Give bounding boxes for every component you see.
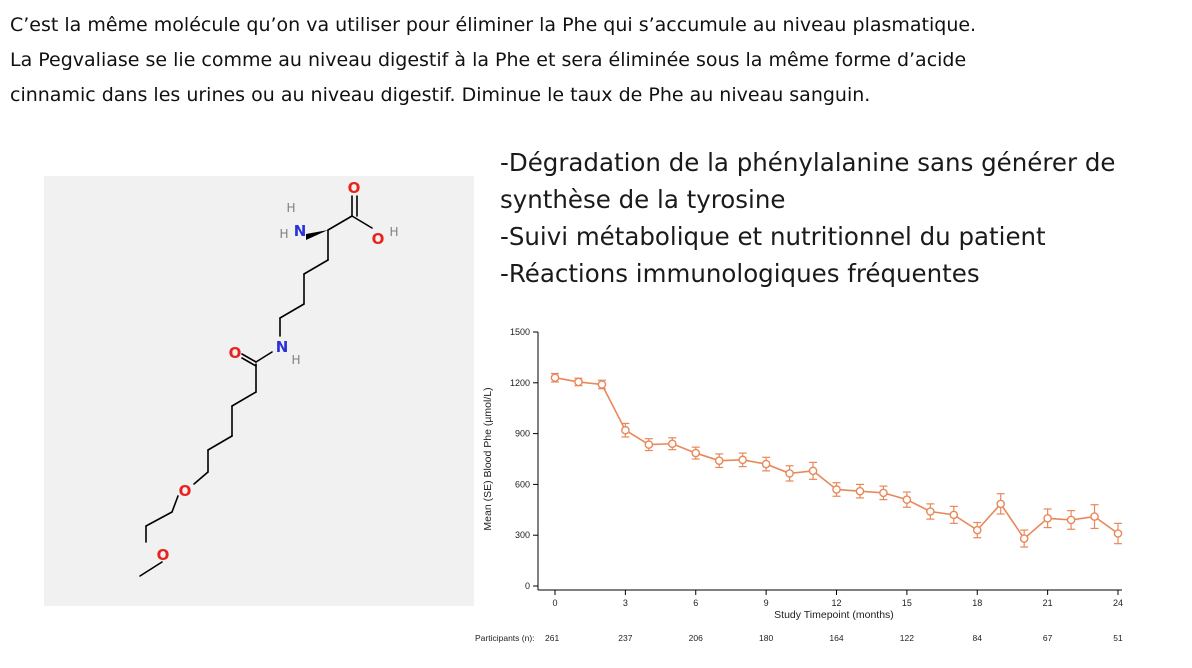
atom-o: O: [156, 546, 170, 564]
bond: [242, 354, 256, 362]
molecule-diagram: [44, 176, 474, 606]
participants-count: 122: [899, 633, 914, 643]
participants-count: 206: [688, 633, 703, 643]
data-point: [669, 440, 676, 447]
data-point: [1114, 530, 1121, 537]
x-tick-label: 9: [763, 598, 769, 608]
data-point: [1044, 515, 1051, 522]
data-point: [786, 470, 793, 477]
data-point: [880, 489, 887, 496]
participants-count: 261: [545, 633, 560, 643]
data-point: [739, 456, 746, 463]
x-tick-label: 12: [831, 598, 842, 608]
atom-n: N: [275, 338, 289, 356]
atom-h: H: [291, 353, 301, 367]
x-axis-title: Study Timepoint (months): [774, 609, 894, 621]
x-tick-label: 18: [972, 598, 983, 608]
stereo-wedge: [306, 230, 328, 240]
data-point: [598, 381, 605, 388]
x-tick-label: 0: [552, 598, 558, 608]
intro-line-1: C’est la même molécule qu’on va utiliser pour éliminer la Phe qui s’accumule au niveau plasmatique.: [10, 14, 977, 36]
data-point: [692, 449, 699, 456]
participants-count: 180: [759, 633, 774, 643]
participants-count: 237: [618, 633, 633, 643]
participants-count: 84: [972, 633, 982, 643]
participants-count: 164: [829, 633, 844, 643]
x-tick-label: 3: [622, 598, 628, 608]
data-point: [856, 488, 863, 495]
y-tick-label: 1500: [509, 327, 530, 337]
data-point: [763, 460, 770, 467]
data-point: [622, 427, 629, 434]
atom-h: H: [279, 227, 289, 241]
bond: [140, 562, 162, 576]
y-axis-title: Mean (SE) Blood Phe (µmol/L): [482, 387, 494, 531]
x-tick-label: 21: [1042, 598, 1053, 608]
atom-o: O: [228, 344, 242, 362]
series-line: [555, 378, 1118, 539]
atom-n: N: [293, 222, 307, 240]
bond: [146, 512, 172, 526]
y-tick-label: 0: [524, 581, 530, 591]
data-point: [1021, 535, 1028, 542]
intro-paragraph: [10, 8, 1185, 113]
bullet-item: -Dégradation de la phénylalanine sans générer de: [500, 148, 1116, 177]
atom-h: H: [389, 225, 399, 239]
bullet-list: [500, 144, 1190, 292]
bond: [256, 352, 272, 362]
participants-label: Participants (n):: [475, 633, 535, 643]
bond: [208, 436, 232, 450]
molecule-structure: [44, 176, 474, 606]
y-tick-label: 1200: [509, 377, 530, 388]
data-point: [997, 500, 1004, 507]
x-tick-label: 24: [1112, 598, 1124, 608]
intro-line-2: La Pegvaliase se lie comme au niveau digestif à la Phe et sera éliminée sous la même forme d’acide: [10, 49, 967, 71]
data-point: [809, 467, 816, 474]
atom-o: O: [371, 230, 385, 248]
data-point: [1067, 516, 1074, 523]
y-tick-label: 300: [514, 530, 530, 541]
bond: [352, 216, 372, 228]
atom-o: O: [347, 179, 361, 197]
bond: [172, 496, 178, 512]
participants-count: 67: [1042, 633, 1053, 643]
intro-line-3: cinnamic dans les urines ou au niveau digestif. Diminue le taux de Phe au niveau sanguin.: [10, 84, 871, 106]
bond: [328, 216, 352, 230]
data-point: [927, 508, 934, 515]
y-tick-label: 900: [514, 428, 530, 439]
y-tick-label: 600: [514, 479, 530, 490]
data-point: [716, 457, 723, 464]
bullet-item-continued: synthèse de la tyrosine: [500, 185, 786, 214]
x-tick-label: 15: [901, 598, 912, 608]
data-point: [1091, 513, 1098, 520]
bond: [194, 472, 208, 484]
data-point: [645, 441, 652, 448]
bullet-item: -Réactions immunologiques fréquentes: [500, 259, 980, 288]
bond: [242, 358, 256, 366]
blood-phe-chart: [470, 318, 1150, 658]
data-point: [950, 511, 957, 518]
atom-o: O: [178, 482, 192, 500]
data-point: [833, 486, 840, 493]
participants-count: 51: [1113, 633, 1123, 643]
atom-h: H: [286, 201, 296, 215]
bond: [232, 392, 256, 406]
bullet-item: -Suivi métabolique et nutritionnel du patient: [500, 222, 1046, 251]
data-point: [575, 378, 582, 385]
bond: [280, 304, 304, 318]
data-point: [903, 496, 910, 503]
x-tick-label: 6: [693, 598, 699, 608]
data-point: [551, 374, 558, 381]
bond: [304, 260, 328, 274]
data-point: [974, 527, 981, 534]
